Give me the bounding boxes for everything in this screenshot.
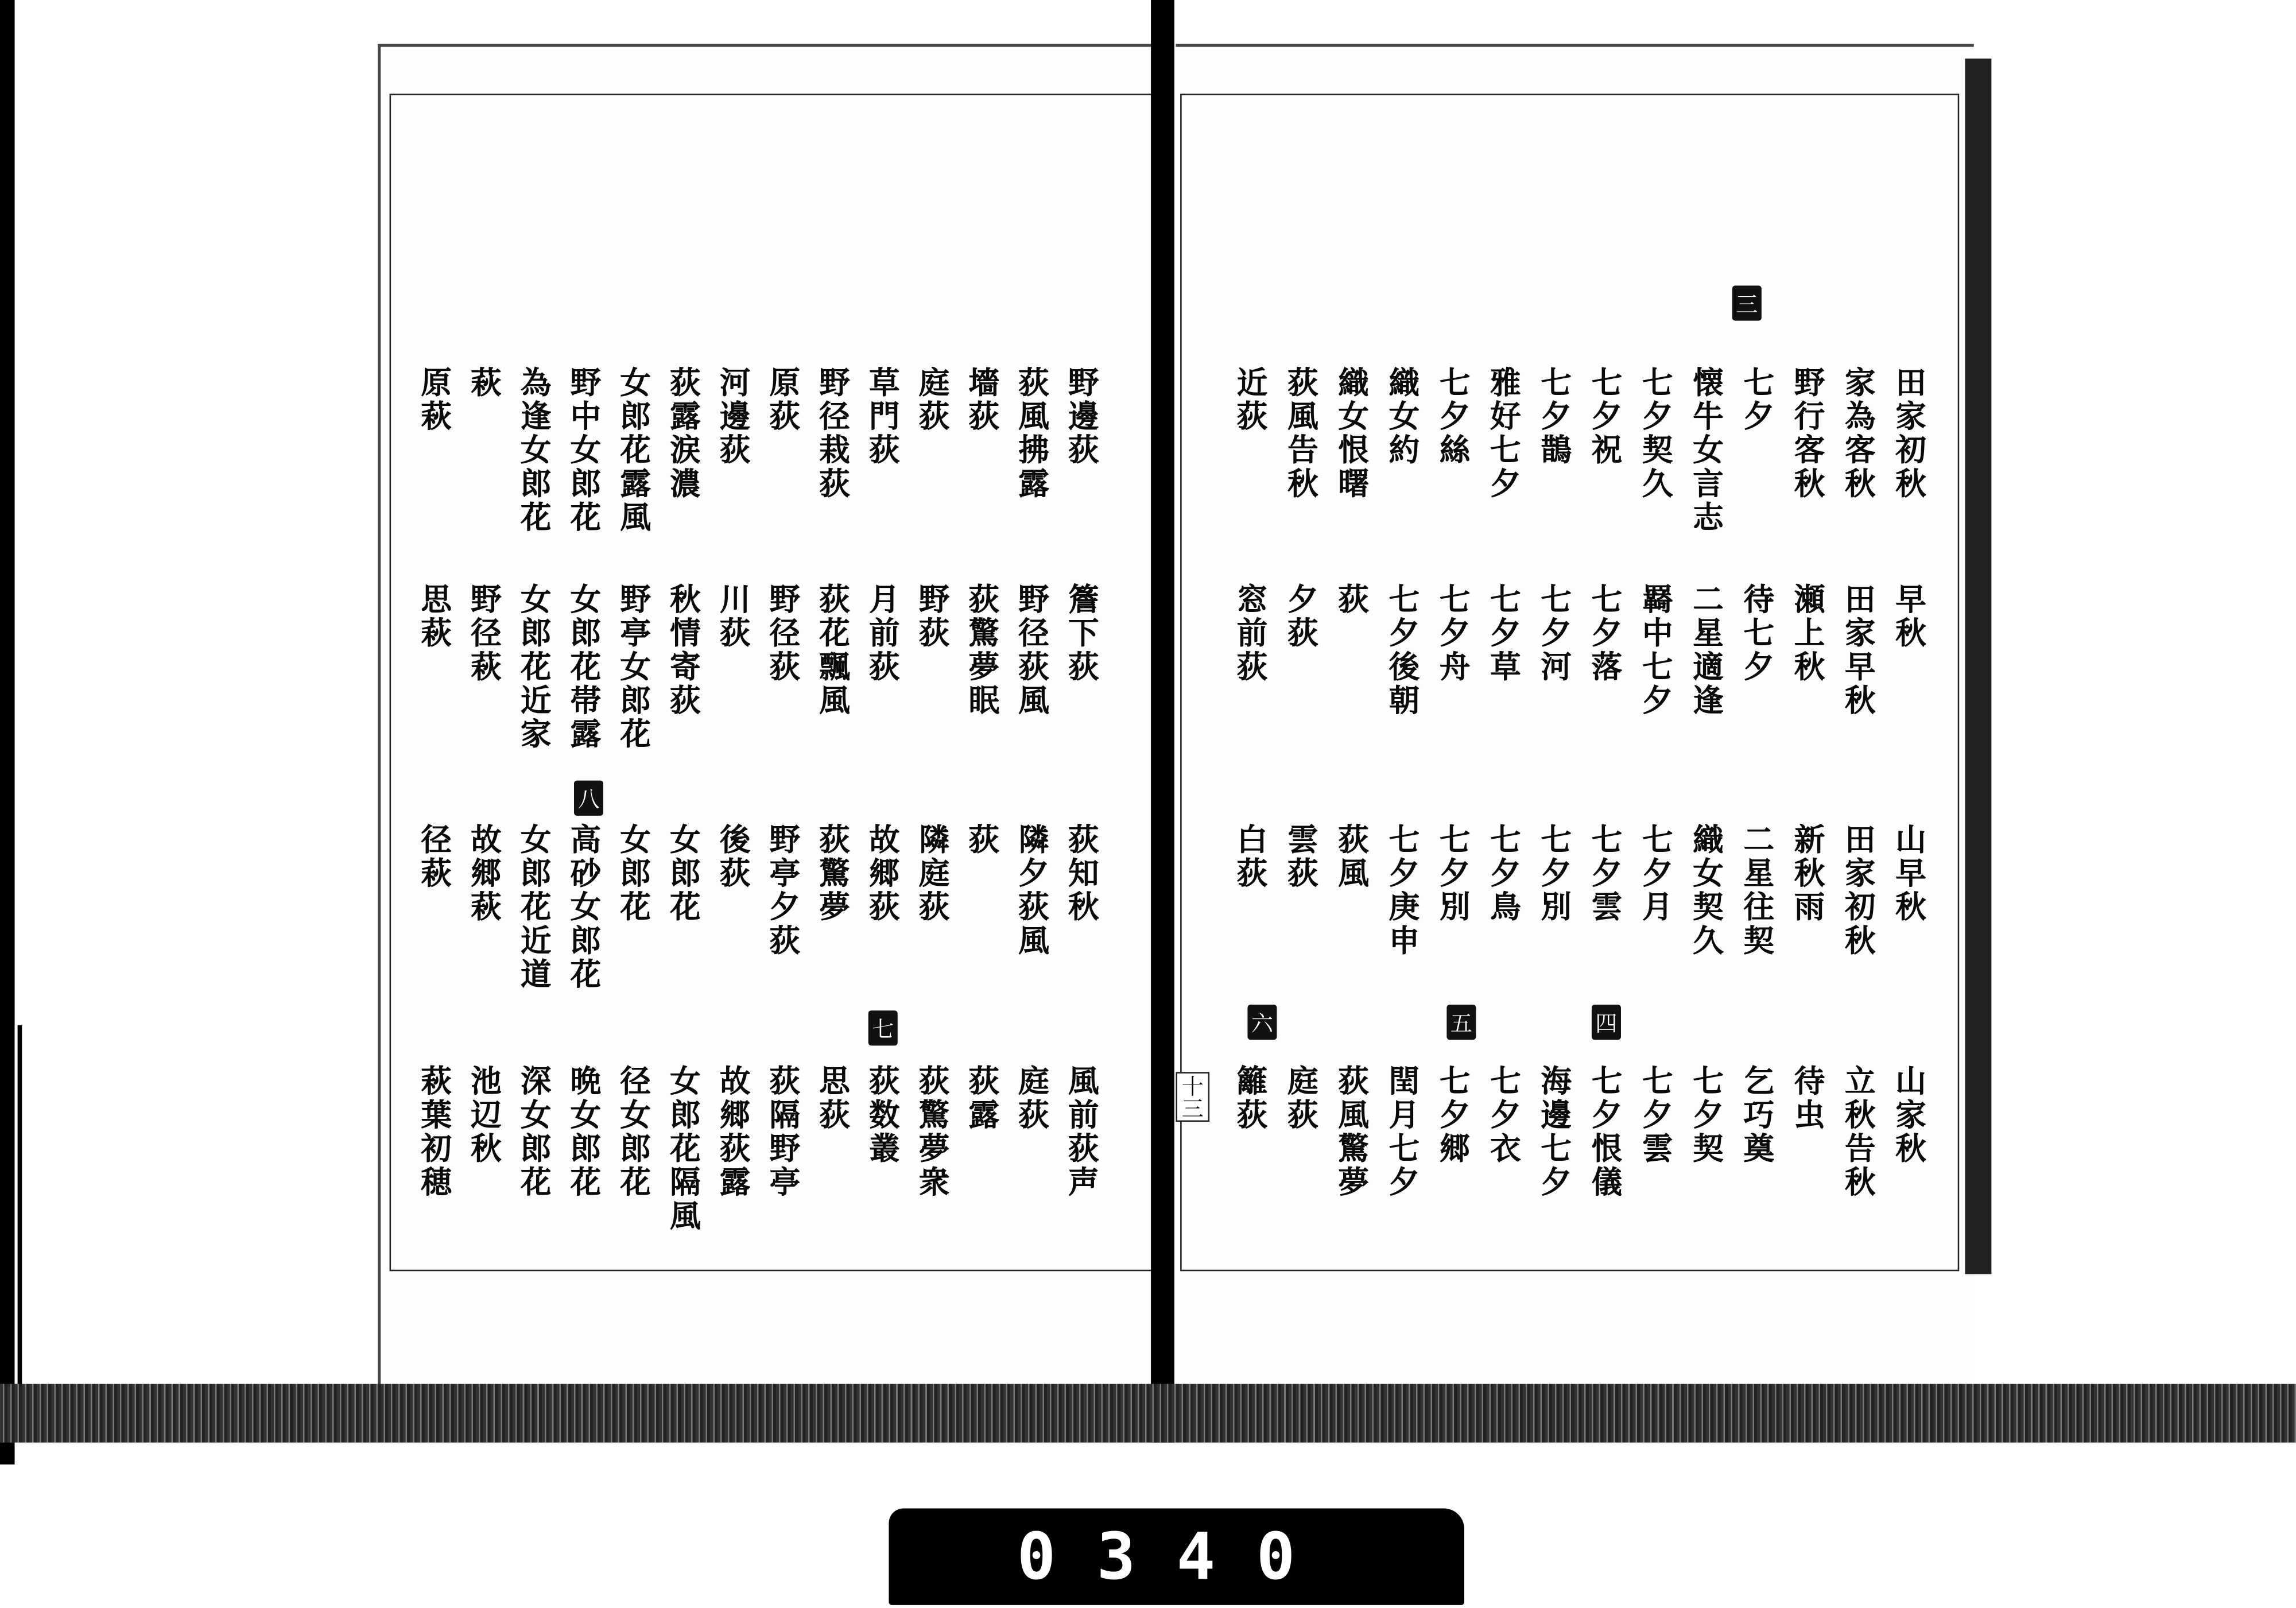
poem-topic: 七夕舟	[1436, 583, 1473, 684]
poem-topic: 女郎花帯露	[567, 583, 604, 751]
poem-topic: 七夕恨儀	[1588, 1064, 1625, 1200]
poem-topic: 庭荻	[1283, 1064, 1321, 1132]
poem-topic: 野亭夕荻	[766, 823, 802, 958]
poem-topic: 海邊七夕	[1537, 1064, 1574, 1200]
poem-topic: 思荻	[815, 1064, 852, 1132]
section-marker: 四	[1592, 1005, 1621, 1040]
poem-topic: 隣庭荻	[915, 823, 952, 924]
poem-topic: 荻知秋	[1064, 823, 1102, 924]
poem-topic: 荻風	[1334, 823, 1371, 891]
poem-topic: 二星適逢	[1689, 583, 1726, 718]
poem-topic: 七夕庚申	[1385, 823, 1422, 958]
poem-topic: 七夕後朝	[1385, 583, 1422, 718]
poem-topic: 荻風拂露	[1014, 366, 1052, 501]
poem-topic: 羇中七夕	[1638, 583, 1676, 718]
poem-topic: 女郎花	[616, 823, 653, 924]
poem-topic: 七夕雲	[1588, 823, 1625, 924]
poem-topic: 織女恨曙	[1334, 366, 1371, 501]
section-marker: 七	[868, 1010, 898, 1045]
poem-topic: 故郷萩	[467, 823, 504, 924]
poem-topic: 七夕	[1740, 366, 1777, 434]
poem-topic: 野邊荻	[1064, 366, 1102, 467]
poem-topic: 故郷荻露	[716, 1064, 753, 1200]
poem-topic: 萩	[467, 366, 504, 400]
poem-topic: 女郎花近道	[517, 823, 554, 992]
poem-topic: 七夕契久	[1638, 366, 1676, 501]
poem-topic: 山家秋	[1891, 1064, 1929, 1166]
poem-topic: 荻	[1334, 583, 1371, 617]
poem-topic: 七夕衣	[1486, 1064, 1523, 1166]
frame-number-label	[889, 1509, 1464, 1605]
poem-topic: 立秋告秋	[1841, 1064, 1878, 1200]
poem-topic: 二星往契	[1740, 823, 1777, 958]
poem-topic: 荻露涙濃	[666, 366, 703, 501]
poem-topic: 田家初秋	[1891, 366, 1929, 501]
left-film-edge	[0, 0, 15, 1464]
poem-topic: 女郎花近家	[517, 583, 554, 751]
right-page-edge	[1965, 59, 1991, 1274]
poem-topic: 窓前荻	[1233, 583, 1270, 684]
poem-topic: 女郎花	[666, 823, 703, 924]
poem-topic: 野行客秋	[1790, 366, 1828, 501]
poem-topic: 河邊荻	[716, 366, 753, 467]
poem-topic: 荻露	[965, 1064, 1002, 1132]
poem-topic: 川荻	[716, 583, 753, 650]
poem-topic: 為逢女郎花	[517, 366, 554, 535]
poem-topic: 晩女郎花	[567, 1064, 604, 1200]
poem-topic: 野径荻風	[1014, 583, 1052, 718]
poem-topic: 野径萩	[467, 583, 504, 684]
section-marker: 五	[1446, 1005, 1476, 1040]
poem-topic: 荻隔野亭	[766, 1064, 802, 1200]
poem-topic: 野亭女郎花	[616, 583, 653, 751]
poem-topic: 乞巧奠	[1740, 1064, 1777, 1166]
section-marker: 三	[1732, 285, 1762, 320]
poem-topic: 田家初秋	[1841, 823, 1878, 958]
poem-topic: 荻	[965, 823, 1002, 857]
poem-topic: 瀬上秋	[1790, 583, 1828, 684]
poem-topic: 荻驚夢	[815, 823, 852, 924]
poem-topic: 後荻	[716, 823, 753, 891]
poem-topic: 織女約	[1385, 366, 1422, 467]
section-marker: 八	[574, 781, 603, 816]
folio-number: 十三	[1176, 1072, 1209, 1122]
poem-topic: 七夕雲	[1638, 1064, 1676, 1166]
poem-topic: 原荻	[766, 366, 802, 434]
poem-topic: 庭荻	[1014, 1064, 1052, 1132]
poem-topic: 七夕鵲	[1537, 366, 1574, 467]
poem-topic: 庭荻	[915, 366, 952, 434]
poem-topic: 近荻	[1233, 366, 1270, 434]
poem-topic: 荻数叢	[865, 1064, 902, 1166]
poem-topic: 荻花飄風	[815, 583, 852, 718]
frame-number: 0340	[1017, 1519, 1336, 1594]
poem-topic: 女郎花隔風	[666, 1064, 703, 1233]
poem-topic: 新秋雨	[1790, 823, 1828, 924]
poem-topic: 野径栽荻	[815, 366, 852, 501]
poem-topic: 原萩	[417, 366, 454, 434]
poem-topic: 風前荻声	[1064, 1064, 1102, 1200]
poem-topic: 荻驚夢衆	[915, 1064, 952, 1200]
poem-topic: 深女郎花	[517, 1064, 554, 1200]
poem-topic: 懐牛女言志	[1689, 366, 1726, 535]
poem-topic: 七夕草	[1486, 583, 1523, 684]
poem-topic: 野径荻	[766, 583, 802, 684]
poem-topic: 早秋	[1891, 583, 1929, 650]
poem-topic: 荻驚夢眠	[965, 583, 1002, 718]
left-film-edge-lower	[18, 1025, 22, 1392]
poem-topic: 七夕別	[1537, 823, 1574, 924]
poem-topic: 織女契久	[1689, 823, 1726, 958]
poem-topic: 池辺秋	[467, 1064, 504, 1166]
poem-topic: 月前荻	[865, 583, 902, 684]
poem-topic: 七夕鳥	[1486, 823, 1523, 924]
poem-topic: 径萩	[417, 823, 454, 891]
poem-topic: 雅好七夕	[1486, 366, 1523, 501]
poem-topic: 七夕祝	[1588, 366, 1625, 467]
poem-topic: 隣夕荻風	[1014, 823, 1052, 958]
poem-topic: 野中女郎花	[567, 366, 604, 535]
poem-topic: 七夕絲	[1436, 366, 1473, 467]
poem-topic: 白荻	[1233, 823, 1270, 891]
poem-topic: 山早秋	[1891, 823, 1929, 924]
poem-topic: 田家早秋	[1841, 583, 1878, 718]
poem-topic: 閏月七夕	[1385, 1064, 1422, 1200]
poem-topic: 七夕別	[1436, 823, 1473, 924]
poem-topic: 女郎花露風	[616, 366, 653, 535]
poem-topic: 七夕契	[1689, 1064, 1726, 1166]
poem-topic: 高砂女郎花	[567, 823, 604, 992]
poem-topic: 墻荻	[965, 366, 1002, 434]
bottom-shadow-band	[0, 1384, 2296, 1443]
poem-topic: 荻風告秋	[1283, 366, 1321, 501]
poem-topic: 待虫	[1790, 1064, 1828, 1132]
poem-topic: 径女郎花	[616, 1064, 653, 1200]
poem-topic: 思萩	[417, 583, 454, 650]
poem-topic: 簷下荻	[1064, 583, 1102, 684]
poem-topic: 秋情寄荻	[666, 583, 703, 718]
poem-topic: 七夕郷	[1436, 1064, 1473, 1166]
poem-topic: 野荻	[915, 583, 952, 650]
poem-topic: 籬荻	[1233, 1064, 1270, 1132]
poem-topic: 草門荻	[865, 366, 902, 467]
poem-topic: 故郷荻	[865, 823, 902, 924]
poem-topic: 七夕落	[1588, 583, 1625, 684]
poem-topic: 待七夕	[1740, 583, 1777, 684]
poem-topic: 家為客秋	[1841, 366, 1878, 501]
poem-topic: 七夕河	[1537, 583, 1574, 684]
poem-topic: 雲荻	[1283, 823, 1321, 891]
gutter	[1151, 0, 1174, 1443]
poem-topic: 七夕月	[1638, 823, 1676, 924]
poem-topic: 荻風驚夢	[1334, 1064, 1371, 1200]
poem-topic: 萩葉初穂	[417, 1064, 454, 1200]
section-marker: 六	[1247, 1005, 1277, 1040]
poem-topic: 夕荻	[1283, 583, 1321, 650]
